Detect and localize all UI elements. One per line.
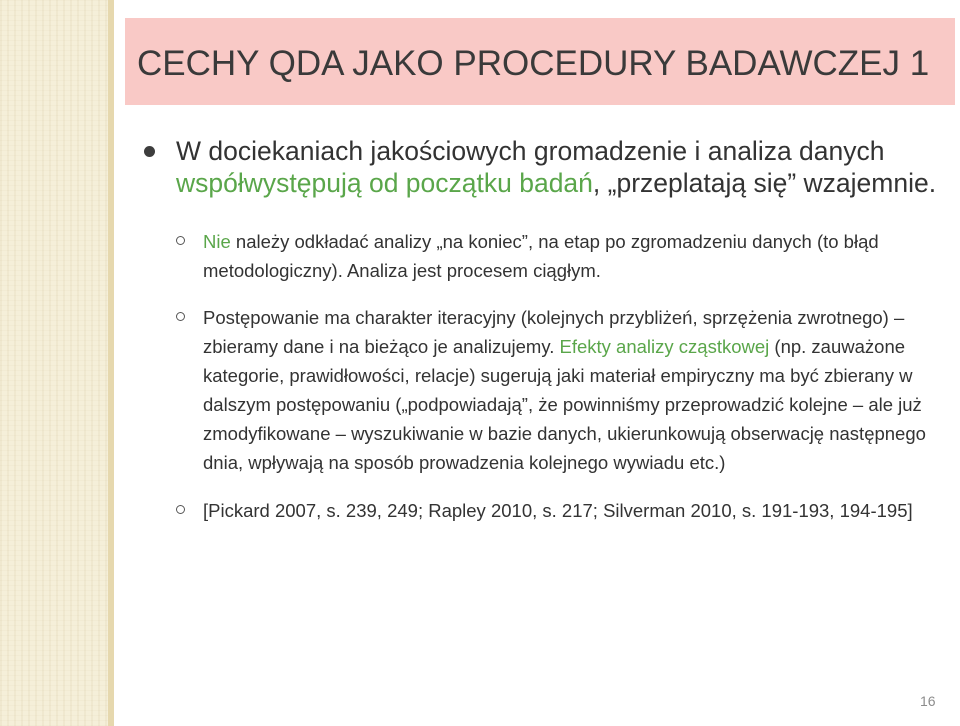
- sub-bullet-ring-icon: [176, 505, 185, 514]
- sub-bullet-1-highlight: Nie: [203, 231, 231, 252]
- bullet-main-highlight: współwystępują od początku badań: [176, 168, 593, 198]
- bullet-main-text-2: , „przeplatają się” wzajemnie.: [592, 168, 937, 198]
- page-number: 16: [920, 693, 936, 709]
- decorative-side-band: [0, 0, 108, 726]
- sub-bullet-1-text: należy odkładać analizy „na koniec”, na etap po zgromadzeniu danych (to błąd metodologiczny). Analiza jest procesem ciągłym.: [203, 231, 879, 281]
- sub-bullet-3-text: [Pickard 2007, s. 239, 249; Rapley 2010, s. 217; Silverman 2010, s. 191-193, 194-195]: [203, 500, 913, 521]
- sub-bullet-ring-icon: [176, 236, 185, 245]
- sub-bullet-1: [203, 227, 940, 285]
- slide-title: CECHY QDA JAKO PROCEDURY BADAWCZEJ 1: [137, 44, 930, 83]
- sub-bullet-2: [203, 303, 940, 477]
- bullet-dot-icon: [144, 146, 155, 157]
- sub-bullet-2-text-1: Postępowanie ma charakter iteracyjny (kolejnych przybliżeń, sprzężenia zwrotnego) – zbieramy dane i na bieżąco je analizujemy.: [203, 307, 905, 357]
- slide-content: [140, 135, 940, 525]
- bullet-main: [140, 135, 940, 199]
- sub-bullet-3: [203, 496, 940, 525]
- side-band-edge: [108, 0, 114, 726]
- sub-bullet-ring-icon: [176, 312, 185, 321]
- sub-bullet-2-highlight: Efekty analizy cząstkowej: [559, 336, 770, 357]
- sub-bullet-2-text-2: (np. zauważone kategorie, prawidłowości, relacje) sugerują jaki materiał empiryczny ma być zbierany w dalszym postępowaniu („podpowiadają”, że powinniśmy przeprowadzić kolejne – ale już zmodyfikowane – wyszukiwanie w bazie danych, ukierunkowują obserwację następnego dnia, wpływają na sposób prowadzenia kolejnego wywiadu etc.): [203, 336, 926, 473]
- bullet-main-text-1: W dociekaniach jakościowych gromadzenie i analiza danych: [176, 136, 885, 166]
